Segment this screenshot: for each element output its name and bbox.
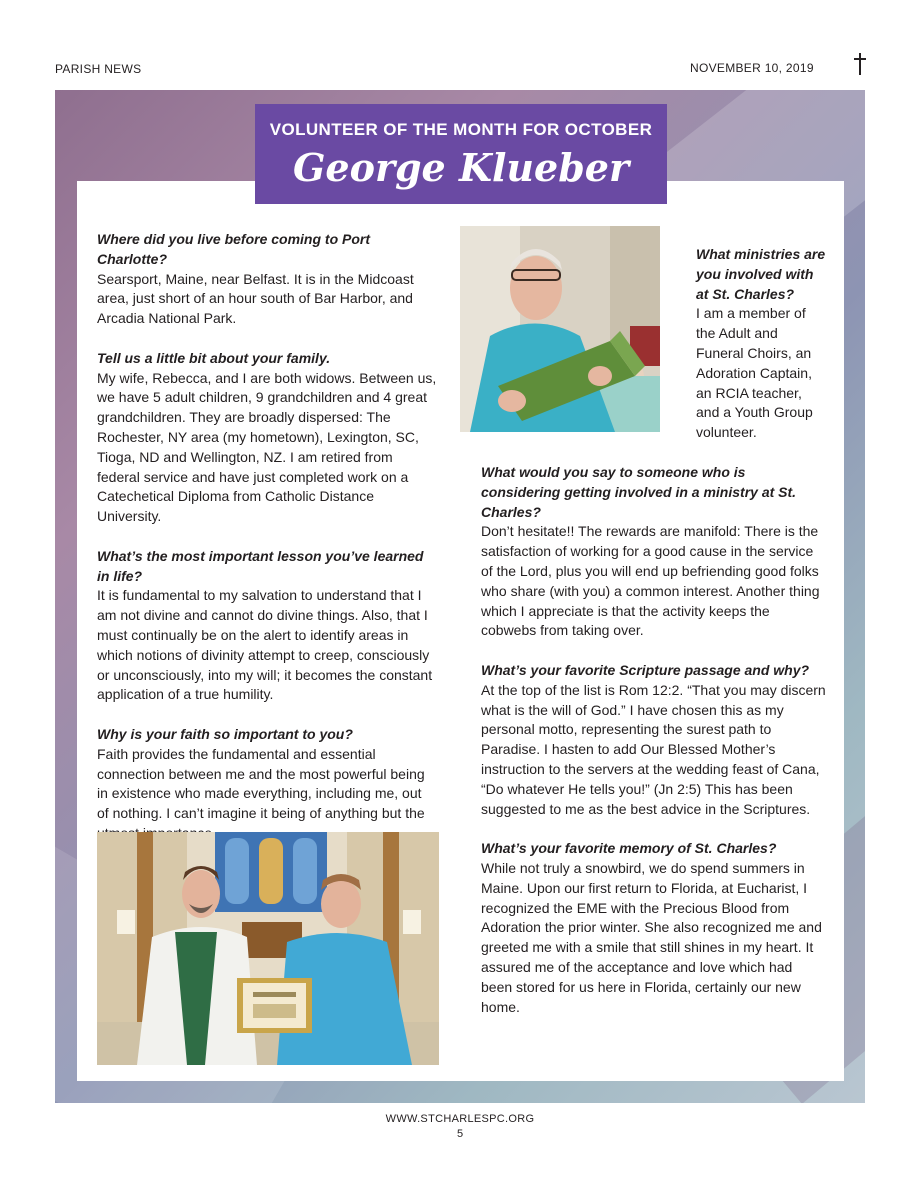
banner-heading: VOLUNTEER OF THE MONTH FOR OCTOBER [269, 120, 653, 139]
photo-certificate [97, 832, 439, 1065]
title-banner [255, 104, 667, 204]
page-number: 5 [456, 1128, 464, 1140]
qa-item [481, 463, 826, 641]
answer: Faith provides the fundamental and essential connection between me and the most powerful being in existence who made everything, including me, out of nothing. I can’t imagine it being of anything but the [97, 745, 425, 822]
left-column [97, 230, 437, 864]
answer: I am a member of the Adult and Funeral Choirs, an Adoration Captain, an RCIA teacher, and a Youth Group volunteer. [696, 305, 813, 441]
photo-singing [460, 226, 660, 432]
cross-icon [852, 52, 868, 76]
qa-item [97, 349, 437, 527]
question: What would you say to someone who is considering getting involved in a ministry at St. Charles? [481, 464, 797, 520]
answer: Don’t hesitate!! The rewards are manifold: There is the satisfaction of working for a good cause in the service of the Lord, plus you will end up befriending good folks who share (with you) a common interest. Another thing which I appreciate is that the activity keeps the cobwebs from taking over. [481, 523, 820, 639]
qa-item [97, 230, 437, 329]
question: Why is your faith so important to you? [97, 725, 353, 742]
right-column [481, 463, 826, 1037]
question: What’s your favorite Scripture passage and why? [481, 661, 810, 678]
side-column [696, 245, 826, 463]
answer: It is fundamental to my salvation to understand that I am not divine and cannot do divine things. Also, that I must continually be on the alert to identify areas in which notions of divinity attempt to creep, consciously or unconsciously, into my will; it becomes the constant application of a true humility. [97, 587, 433, 703]
volunteer-name: George Klueber [292, 145, 629, 190]
website-url[interactable]: WWW.STCHARLESPC.ORG [385, 1113, 535, 1125]
answer: My wife, Rebecca, and I are both widows. Between us, we have 5 adult children, 9 grandchildren and 4 great grandchildren. They are broadly dispersed: The Rochester, NY area (my hometown), Lexington, SC, Tioga, ND and Wellington, NZ. I am retired from federal service and have just completed work on a Catechetical Diploma from Catholic Distance University. [97, 369, 437, 525]
question: What ministries are you involved with at St. Charles? [696, 246, 826, 302]
answer: While not truly a snowbird, we do spend summers in Maine. Upon our first return to Florida, at Eucharist, I recognized the EME with the Precious Blood from Adoration the prior winter. She also recognized me and greeted me with a smile that still shines in my heart. It assured me of the acceptance and love which had been stored for us here in Florida, certainly our new home. [481, 859, 822, 1015]
issue-date: NOVEMBER 10, 2019 [690, 61, 814, 75]
qa-item [97, 725, 437, 844]
section-label: PARISH NEWS [55, 62, 142, 76]
question: What’s the most important lesson you’ve learned in life? [97, 547, 424, 584]
qa-item [97, 547, 437, 705]
qa-item [481, 839, 826, 1017]
qa-item [696, 245, 826, 443]
qa-item [481, 661, 826, 819]
answer: At the top of the list is Rom 12:2. “That you may discern what is the will of God.” I have chosen this as my personal motto, representing the surest path to Paradise. I hasten to add Our Blessed Mother’s instruction to the servers at the wedding feast of Cana, “Do whatever He tells you!” (Jn 2:5) This has been suggested to me as the best advice in the Scriptures. [481, 681, 826, 817]
answer: Searsport, Maine, near Belfast. It is in the Midcoast area, just short of an hour south of Bar Harbor, and Arcadia National Park. [97, 270, 414, 327]
question: Tell us a little bit about your family. [97, 349, 331, 366]
question: Where did you live before coming to Port Charlotte? [97, 231, 371, 267]
question: What’s your favorite memory of St. Charles? [481, 840, 777, 857]
